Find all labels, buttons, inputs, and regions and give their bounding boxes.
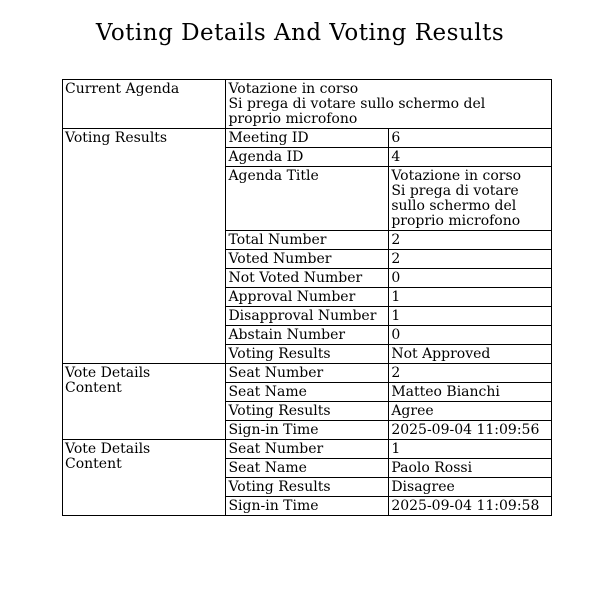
field-label: Abstain Number: [226, 326, 389, 345]
field-label: Seat Name: [226, 459, 389, 478]
field-value: 4: [389, 148, 552, 167]
field-value: 2: [389, 364, 552, 383]
field-label: Agenda ID: [226, 148, 389, 167]
field-label: Meeting ID: [226, 129, 389, 148]
field-value: 2: [389, 231, 552, 250]
field-label: Sign-in Time: [226, 421, 389, 440]
vote-details-row: [63, 364, 552, 383]
field-value: Not Approved: [389, 345, 552, 364]
field-value: 0: [389, 269, 552, 288]
field-value: Agree: [389, 402, 552, 421]
field-label: Not Voted Number: [226, 269, 389, 288]
field-label: Agenda Title: [226, 167, 389, 231]
voting-results-label: Voting Results: [63, 129, 226, 364]
voting-report-table: [62, 79, 552, 516]
page-title: Voting Details And Voting Results: [95, 20, 505, 46]
vote-details-label: Vote Details Content: [63, 440, 226, 516]
field-value: Disagree: [389, 478, 552, 497]
field-value: 1: [389, 307, 552, 326]
field-label: Voted Number: [226, 250, 389, 269]
current-agenda-label: Current Agenda: [63, 80, 226, 129]
voting-results-row: [63, 129, 552, 148]
field-label: Seat Number: [226, 364, 389, 383]
field-value: 1: [389, 288, 552, 307]
vote-details-row: [63, 440, 552, 459]
field-value: 2025-09-04 11:09:56: [389, 421, 552, 440]
field-value: 0: [389, 326, 552, 345]
field-value: 2025-09-04 11:09:58: [389, 497, 552, 516]
field-value: Votazione in corso Si prega di votare sullo schermo del proprio microfono: [389, 167, 552, 231]
current-agenda-row: [63, 80, 552, 129]
field-value: 2: [389, 250, 552, 269]
field-label: Seat Number: [226, 440, 389, 459]
field-label: Voting Results: [226, 345, 389, 364]
field-label: Disapproval Number: [226, 307, 389, 326]
field-label: Voting Results: [226, 402, 389, 421]
field-label: Voting Results: [226, 478, 389, 497]
field-label: Total Number: [226, 231, 389, 250]
field-value: 6: [389, 129, 552, 148]
field-value: 1: [389, 440, 552, 459]
field-label: Seat Name: [226, 383, 389, 402]
vote-details-label: Vote Details Content: [63, 364, 226, 440]
current-agenda-text: Votazione in corso Si prega di votare sullo schermo del proprio microfono: [226, 80, 552, 129]
field-value: Paolo Rossi: [389, 459, 552, 478]
field-value: Matteo Bianchi: [389, 383, 552, 402]
field-label: Approval Number: [226, 288, 389, 307]
field-label: Sign-in Time: [226, 497, 389, 516]
